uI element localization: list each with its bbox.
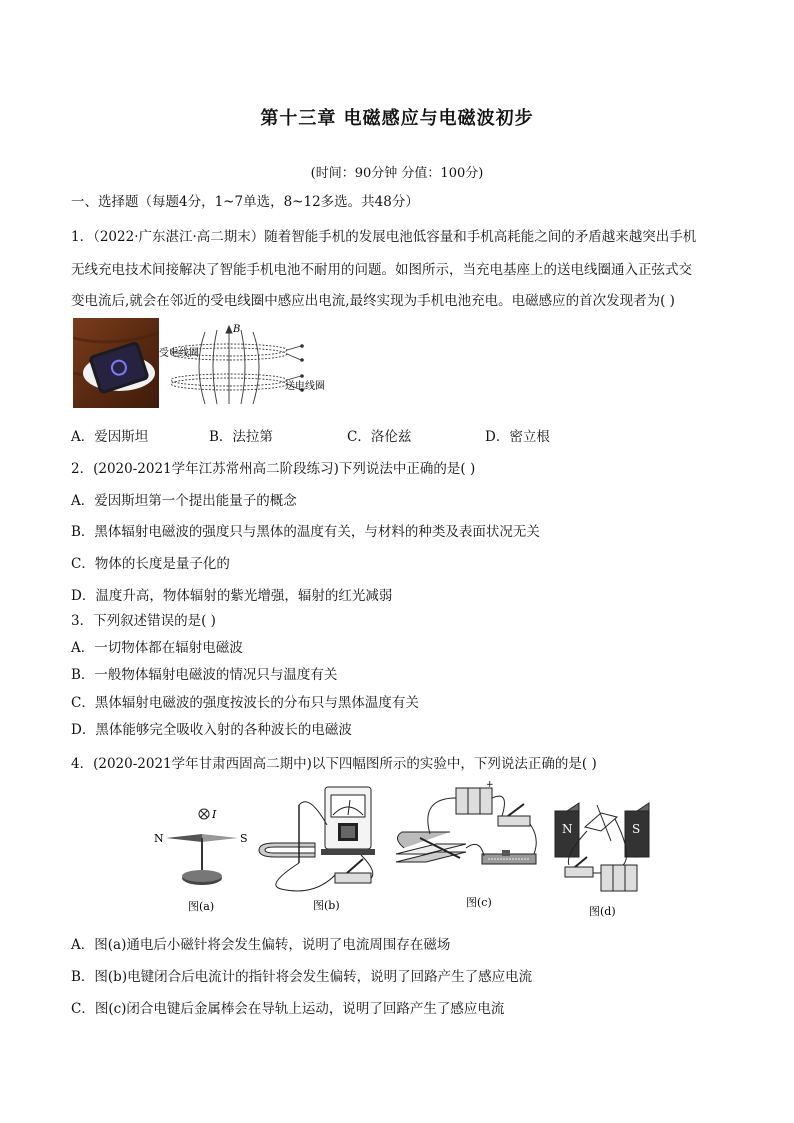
figure-c-rails (390, 778, 540, 910)
south-label: S (240, 832, 248, 845)
coil-diagram (159, 320, 339, 410)
q1-option-c[interactable]: C．洛伦兹 (347, 429, 412, 445)
current-i-label: I (212, 808, 217, 821)
q1-option-b[interactable]: B．法拉第 (209, 429, 273, 445)
send-coil-label: 送电线圈 (285, 381, 325, 392)
q2-option-d[interactable]: D．温度升高，物体辐射的紫光增强，辐射的红光减弱 (71, 588, 393, 604)
q1-option-d[interactable]: D．密立根 (485, 429, 550, 445)
q3-option-b[interactable]: B．一般物体辐射电磁波的情况只与温度有关 (71, 667, 338, 683)
field-b-label: B (233, 324, 241, 335)
wireless-charger-photo (73, 318, 159, 408)
q3-option-c[interactable]: C．黑体辐射电磁波的强度按波长的分布只与黑体温度有关 (71, 695, 419, 711)
pole-s-label: S (632, 822, 641, 836)
q1-stem-line2: 无线充电技术间接解决了智能手机电池不耐用的问题。如图所示，当充电基座上的送电线圈通入正弦式交 (71, 262, 692, 278)
figure-a-caption: 图(a) (188, 900, 215, 913)
pole-n-label: N (562, 822, 573, 836)
q4-option-c[interactable]: C．图(c)闭合电键后金属棒会在导轨上运动，说明了回路产生了感应电流 (71, 1001, 505, 1017)
figure-a-compass (148, 808, 248, 914)
q1-stem-line3: 变电流后,就会在邻近的受电线圈中感应出电流,最终实现为手机电池充电。电磁感应的首次发现者为( ) (71, 293, 675, 309)
figure-b-caption: 图(b) (313, 899, 340, 912)
q4-option-a[interactable]: A．图(a)通电后小磁针将会发生偏转，说明了电流周围存在磁场 (71, 937, 451, 953)
q2-option-c[interactable]: C．物体的长度是量子化的 (71, 556, 230, 572)
figure-d-magnet (553, 795, 663, 920)
q4-option-b[interactable]: B．图(b)电键闭合后电流计的指针将会发生偏转，说明了回路产生了感应电流 (71, 969, 533, 985)
q2-option-a[interactable]: A．爱因斯坦第一个提出能量子的概念 (71, 493, 297, 509)
receive-coil-label: 受电线圈 (159, 348, 199, 359)
figure-d-caption: 图(d) (589, 905, 616, 918)
q3-option-d[interactable]: D．黑体能够完全吸收入射的各种波长的电磁波 (71, 722, 352, 738)
figure-c-caption: 图(c) (466, 896, 492, 909)
north-label: N (154, 832, 164, 845)
q1-option-a[interactable]: A．爱因斯坦 (71, 429, 149, 445)
q1-stem-line1: 1．（2022·广东湛江·高二期末）随着智能手机的发展电池低容量和手机高耗能之间的矛盾越来越突出手机 (71, 229, 697, 245)
page-title: 第十三章 电磁感应与电磁波初步 (260, 108, 534, 129)
q2-option-b[interactable]: B．黑体辐射电磁波的强度只与黑体的温度有关，与材料的种类及表面状况无关 (71, 524, 540, 540)
q3-option-a[interactable]: A．一切物体都在辐射电磁波 (71, 640, 243, 656)
figure-b-galvanometer (255, 785, 385, 915)
svg-text:+: + (486, 780, 494, 790)
section-heading: 一、选择题（每题4分，1~7单选，8~12多选。共48分） (71, 194, 419, 210)
q4-stem: 4．(2020-2021学年甘肃西固高二期中)以下四幅图所示的实验中，下列说法正确的是( ) (71, 756, 597, 772)
exam-meta: (时间：90分钟 分值：100分) (310, 166, 484, 181)
q2-stem: 2．(2020-2021学年江苏常州高二阶段练习)下列说法中正确的是( ) (71, 461, 476, 477)
q3-stem: 3．下列叙述错误的是( ) (71, 613, 216, 629)
